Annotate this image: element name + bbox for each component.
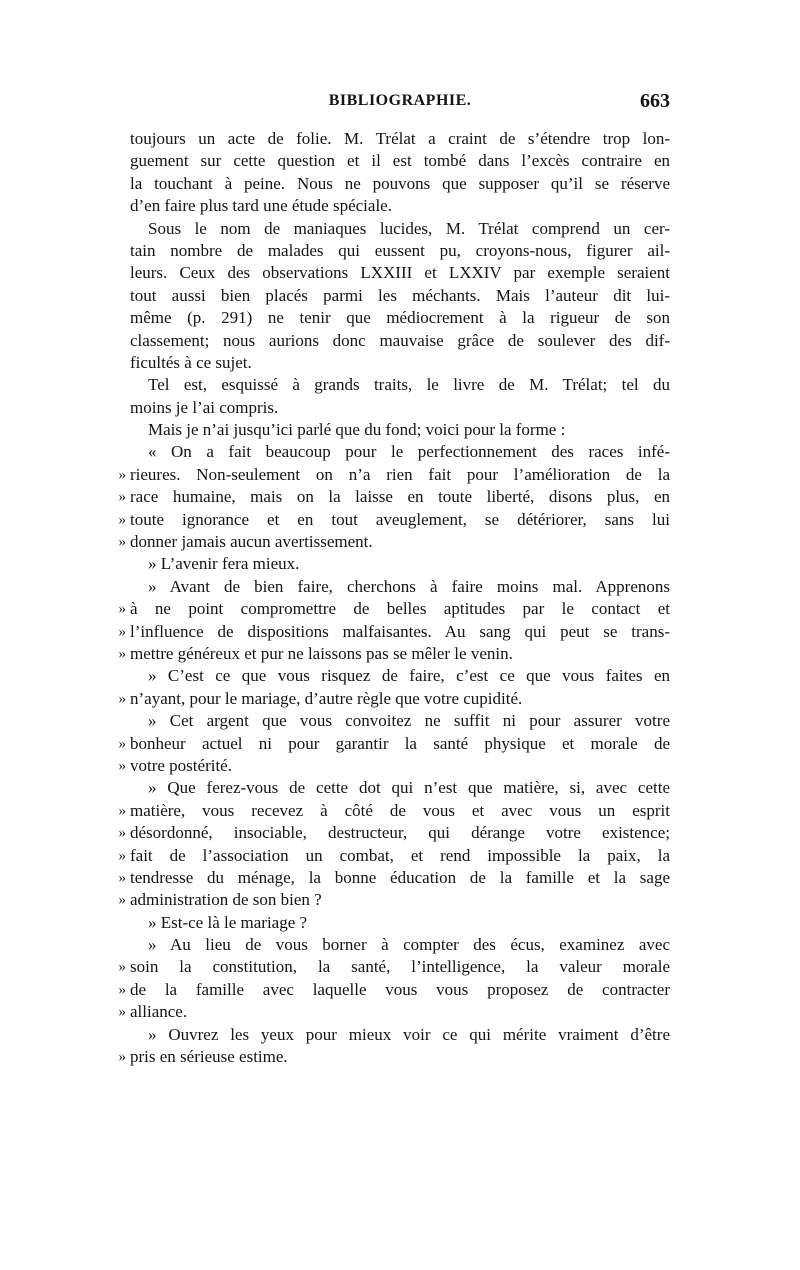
text-line <box>118 889 670 911</box>
text-line-content: classement; nous aurions donc mauvaise grâce de soulever des dif- <box>130 330 670 350</box>
text-line <box>130 330 670 352</box>
text-line-content: tout aussi bien placés parmi les méchants. Mais l’auteur dit lui- <box>130 285 670 305</box>
text-line-content: rieures. Non-seulement on n’a rien fait pour l’amélioration de la <box>130 464 670 484</box>
quote-margin-mark: » <box>118 601 126 618</box>
text-line-content: Tel est, esquissé à grands traits, le livre de M. Trélat; tel du <box>148 375 670 395</box>
text-line-content: fait de l’association un combat, et rend impossible la paix, la <box>130 845 670 865</box>
quote-margin-mark: » <box>118 802 126 819</box>
text-line <box>130 553 670 575</box>
quote-margin-mark: » <box>118 1004 126 1021</box>
text-line-content: n’ayant, pour le mariage, d’autre règle que votre cupidité. <box>130 688 523 708</box>
text-line-content: bonheur actuel ni pour garantir la santé physique et morale de <box>130 733 670 753</box>
text-line-content: de la famille avec laquelle vous vous proposez de contracter <box>130 979 670 999</box>
quote-margin-mark: » <box>118 981 126 998</box>
text-line-content: la touchant à peine. Nous ne pouvons que supposer qu’il se réserve <box>130 173 670 193</box>
text-line <box>130 576 670 598</box>
text-line <box>118 845 670 867</box>
text-line-content: soin la constitution, la santé, l’intelligence, la valeur morale <box>130 957 670 977</box>
text-line-content: ficultés à ce sujet. <box>130 352 252 372</box>
text-line-content: désordonné, insociable, destructeur, qui dérange votre existence; <box>130 823 670 843</box>
text-line <box>130 665 670 687</box>
quote-margin-mark: » <box>118 847 126 864</box>
text-line-content: d’en faire plus tard une étude spéciale. <box>130 196 392 216</box>
text-line <box>118 509 670 531</box>
text-line <box>130 262 670 284</box>
text-line <box>130 441 670 463</box>
text-line-content: matière, vous recevez à côté de vous et avec vous un esprit <box>130 800 670 820</box>
text-line <box>130 240 670 262</box>
text-line-content: moins je l’ai compris. <box>130 397 279 417</box>
text-line-content: leurs. Ceux des observations LXXIII et LXXIV par exemple seraient <box>130 263 670 283</box>
text-line <box>130 150 670 172</box>
text-line-content: tendresse du ménage, la bonne éducation de la famille et la sage <box>130 867 670 887</box>
text-line <box>118 531 670 553</box>
text-line <box>130 912 670 934</box>
text-line-content: guement sur cette question et il est tombé dans l’excès contraire en <box>130 151 670 171</box>
quote-margin-mark: » <box>118 892 126 909</box>
text-line-content: même (p. 291) ne tenir que médiocrement à la rigueur de son <box>130 308 670 328</box>
text-line-content: » Que ferez-vous de cette dot qui n’est que matière, si, avec cette <box>148 778 670 798</box>
text-line-content: Sous le nom de maniaques lucides, M. Trélat comprend un cer- <box>148 218 670 238</box>
text-line <box>130 419 670 441</box>
text-line-content: race humaine, mais on la laisse en toute liberté, disons plus, en <box>130 487 670 507</box>
text-line-content: toujours un acte de folie. M. Trélat a craint de s’étendre trop lon- <box>130 129 670 148</box>
text-line <box>118 621 670 643</box>
text-line <box>118 1001 670 1023</box>
quote-margin-mark: » <box>118 466 126 483</box>
text-line-content: mettre généreux et pur ne laissons pas se mêler le venin. <box>130 643 513 663</box>
text-line-content: » Est-ce là le mariage ? <box>148 912 308 932</box>
text-line <box>118 598 670 620</box>
text-line <box>130 285 670 307</box>
text-line-content: » Au lieu de vous borner à compter des écus, examinez avec <box>148 935 670 955</box>
text-line-content: à ne point compromettre de belles aptitudes par le contact et <box>130 599 670 619</box>
quote-margin-mark: » <box>118 1049 126 1066</box>
text-line <box>130 934 670 956</box>
text-line <box>130 195 670 217</box>
text-line <box>130 1024 670 1046</box>
text-line <box>118 1046 670 1068</box>
text-line <box>130 374 670 396</box>
text-line <box>118 755 670 777</box>
text-line-content: toute ignorance et en tout aveuglement, se détériorer, sans lui <box>130 509 670 529</box>
quote-margin-mark: » <box>118 690 126 707</box>
text-line <box>118 800 670 822</box>
page-number: 663 <box>640 90 670 112</box>
text-line-content: « On a fait beaucoup pour le perfectionnement des races infé- <box>148 442 670 462</box>
text-line <box>130 397 670 419</box>
quote-margin-mark: » <box>118 489 126 506</box>
text-line-content: donner jamais aucun avertissement. <box>130 532 373 552</box>
quote-margin-mark: » <box>118 825 126 842</box>
text-line <box>118 688 670 710</box>
text-line <box>130 710 670 732</box>
page-header <box>130 92 670 118</box>
text-line <box>118 867 670 889</box>
quote-margin-mark: » <box>118 511 126 528</box>
text-line <box>130 218 670 240</box>
text-line <box>118 643 670 665</box>
text-line <box>130 777 670 799</box>
text-line-content: » Cet argent que vous convoitez ne suffit ni pour assurer votre <box>148 711 670 731</box>
text-line-content: » C’est ce que vous risquez de faire, c’est ce que vous faites en <box>148 666 670 686</box>
text-line <box>118 956 670 978</box>
text-line-content: pris en sérieuse estime. <box>130 1047 288 1067</box>
text-line <box>118 486 670 508</box>
text-line <box>130 307 670 329</box>
text-line <box>118 979 670 1001</box>
text-line <box>118 822 670 844</box>
quote-margin-mark: » <box>118 735 126 752</box>
running-head: BIBLIOGRAPHIE. <box>328 92 472 109</box>
text-line-content: alliance. <box>130 1002 188 1022</box>
text-line-content: votre postérité. <box>130 755 232 775</box>
text-line-content: tain nombre de malades qui eussent pu, croyons-nous, figurer ail- <box>130 240 670 260</box>
text-line <box>130 352 670 374</box>
text-line-content: » Avant de bien faire, cherchons à faire moins mal. Apprenons <box>148 576 670 596</box>
body-text <box>118 128 670 1068</box>
text-line <box>130 173 670 195</box>
text-line-content: » L’avenir fera mieux. <box>148 554 300 574</box>
quote-margin-mark: » <box>118 959 126 976</box>
text-line-content: l’influence de dispositions malfaisantes. Au sang qui peut se trans- <box>130 621 670 641</box>
text-line <box>130 128 670 150</box>
quote-margin-mark: » <box>118 869 126 886</box>
text-line-content: Mais je n’ai jusqu’ici parlé que du fond; voici pour la forme : <box>148 420 566 440</box>
quote-margin-mark: » <box>118 757 126 774</box>
quote-margin-mark: » <box>118 645 126 662</box>
quote-margin-mark: » <box>118 534 126 551</box>
quote-margin-mark: » <box>118 623 126 640</box>
text-line <box>118 464 670 486</box>
text-line <box>118 733 670 755</box>
text-line-content: » Ouvrez les yeux pour mieux voir ce qui mérite vraiment d’être <box>148 1024 670 1044</box>
text-line-content: administration de son bien ? <box>130 890 322 910</box>
